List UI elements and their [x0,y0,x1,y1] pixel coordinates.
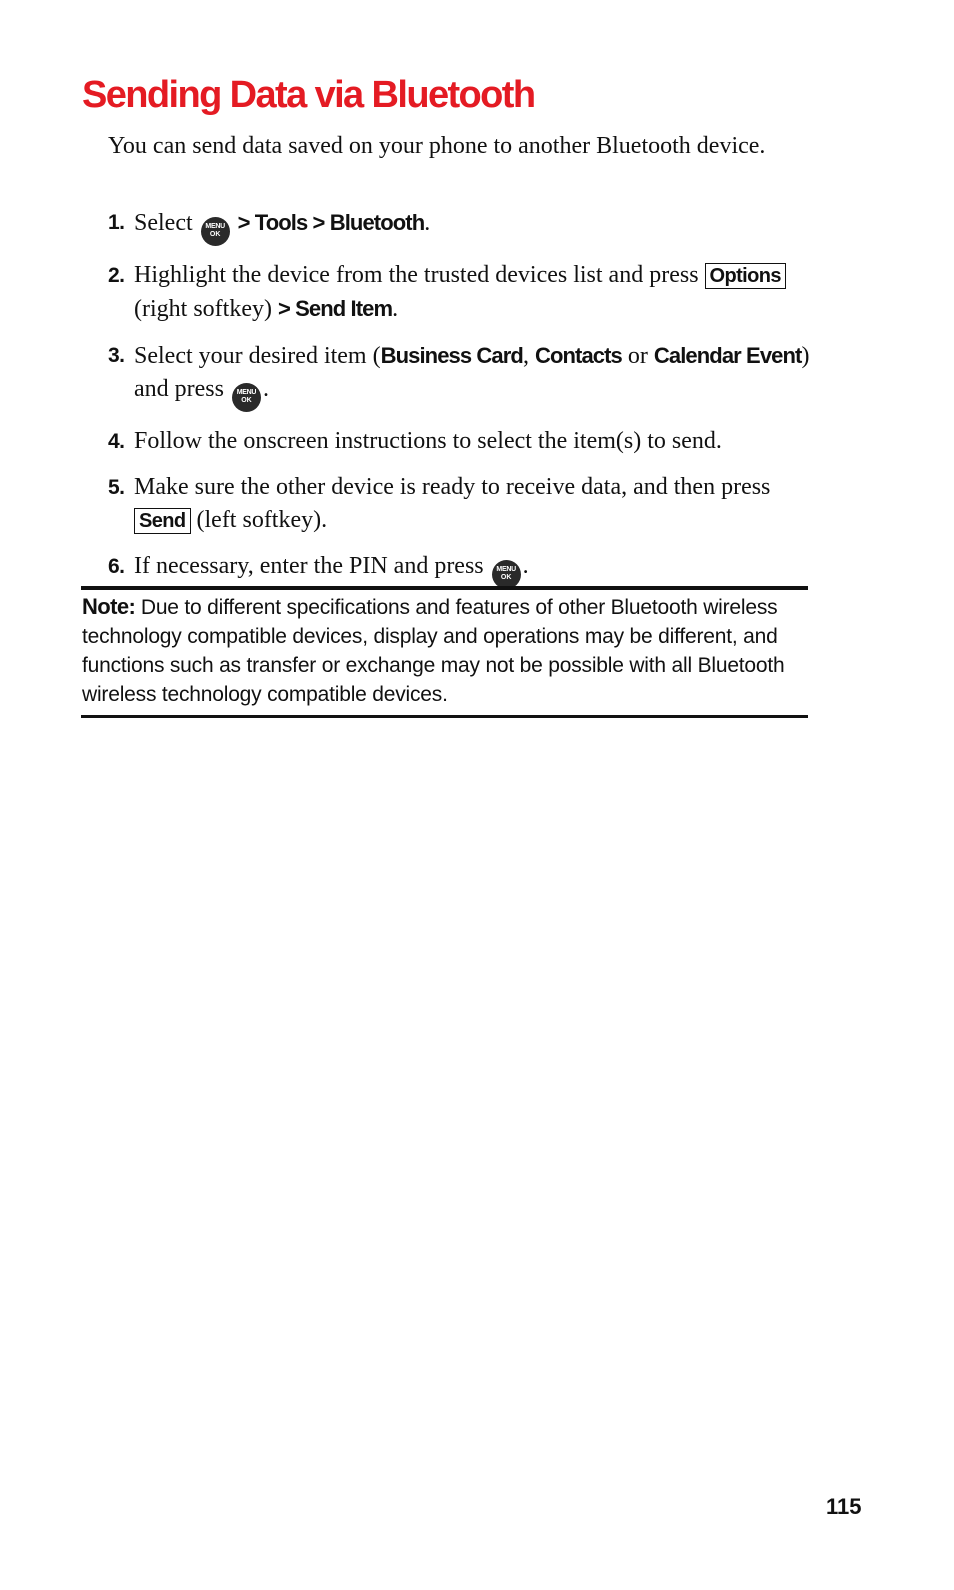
step-number: 1. [108,211,125,234]
note-box [82,592,806,709]
step-text: . [424,210,431,236]
options-softkey-label: Options [705,263,786,289]
step-text: Make sure the other device is ready to receive data, and then press [134,474,771,500]
step-1 [108,206,818,246]
note-text: Due to different specifications and features of other Bluetooth wireless technology compatible devices, display and operations may be different, and functions such as transfer or exchange may not be possible with all Bluetooth wireless technology compatible devices. [82,596,785,706]
menu-path: > Tools > Bluetooth [237,210,425,235]
item-business-card: Business Card [380,343,523,368]
step-text: Highlight the device from the trusted devices list and press [134,262,705,288]
step-text: Select [134,210,199,236]
menu-ok-key-icon: MENU OK [492,560,521,589]
menu-ok-key-icon: MENU OK [201,217,230,246]
step-number: 2. [108,264,125,287]
step-number: 3. [108,344,125,367]
step-number: 5. [108,476,125,499]
step-text: Follow the onscreen instructions to select the item(s) to send. [134,428,722,454]
step-number: 6. [108,555,125,578]
menu-ok-key-icon: MENU OK [232,383,261,412]
page-number: 115 [826,1494,862,1519]
item-calendar-event: Calendar Event [653,343,802,368]
step-5 [108,471,818,537]
step-2 [108,259,818,326]
note-bottom-rule [81,715,808,718]
note-top-rule [81,586,808,590]
intro-paragraph: You can send data saved on your phone to another Bluetooth device. [108,133,766,159]
step-4 [108,425,818,458]
step-text: , [522,343,535,369]
step-text: ) and press [134,343,810,402]
steps-list [108,206,818,602]
step-text: . [522,553,529,579]
step-text: Select your desired item ( [134,343,381,369]
step-3 [108,339,818,412]
note-label: Note: [82,594,136,619]
step-text: (left softkey). [190,507,328,533]
item-contacts: Contacts [534,343,622,368]
page-title: Sending Data via Bluetooth [82,74,535,116]
step-text: or [621,343,654,369]
step-number: 4. [108,430,125,453]
send-softkey-label: Send [134,508,191,534]
step-6 [108,550,818,589]
step-text: If necessary, enter the PIN and press [134,553,490,579]
step-text: (right softkey) [134,296,278,322]
step-text: . [392,296,399,322]
menu-path: > Send Item [277,296,393,321]
step-text: . [262,376,269,402]
